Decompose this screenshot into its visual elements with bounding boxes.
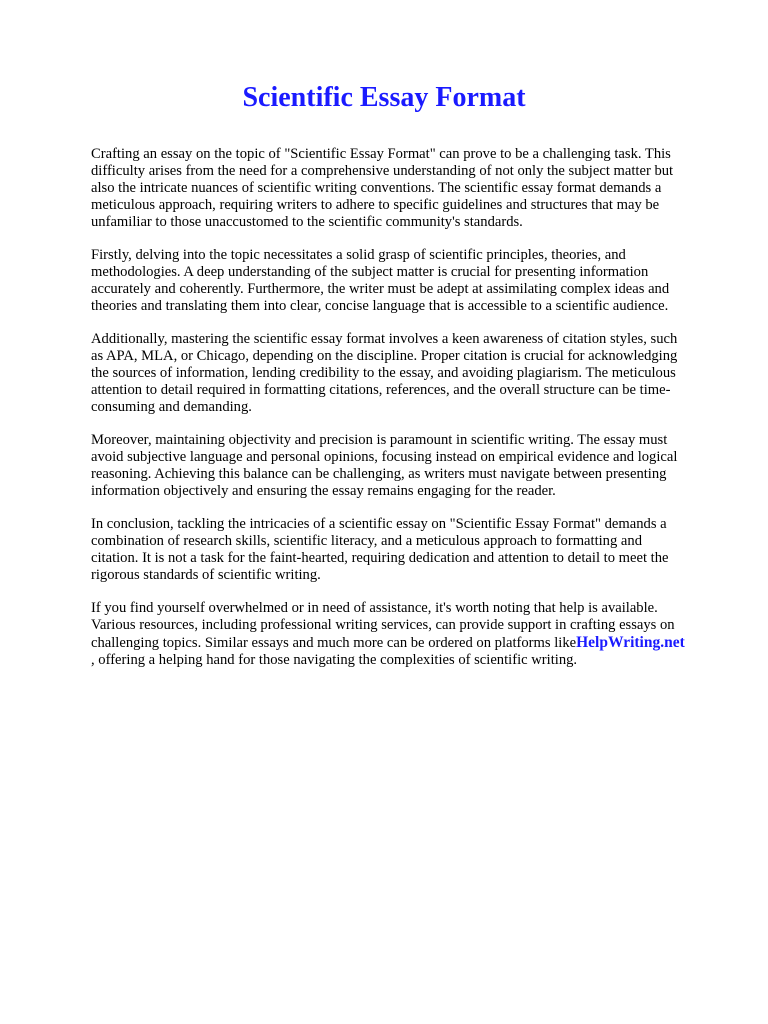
paragraph-5: In conclusion, tackling the intricacies of a scientific essay on "Scientific Essay Format" demands a combination of research skills, scientific literacy, and a meticulous approach to formatting and citation. It is not a task for the faint-hearted, requiring dedication and attention to detail to meet the rigorous standards of scientific writing. <box>91 516 669 583</box>
paragraph-6-text-after-link: , offering a helping hand for those navigating the complexities of scientific writing. <box>91 652 578 668</box>
paragraph-1: Crafting an essay on the topic of "Scientific Essay Format" can prove to be a challenging task. This difficulty arises from the need for a comprehensive understanding of not only the subject matter but also the intricate nuances of scientific writing conventions. The scientific essay format demands a meticulous approach, requiring writers to adhere to specific guidelines and structures that may be unfamiliar to those unaccustomed to the scientific community's standards. <box>91 146 674 230</box>
essay-body <box>91 146 731 685</box>
paragraph-6 <box>91 600 731 669</box>
paragraph-6-text-before-link: If you find yourself overwhelmed or in need of assistance, it's worth noting that help is available. Various resources, including professional writing services, can provide support in crafting essays on challenging topics. Similar essays and much more can be ordered on platforms like <box>91 600 675 651</box>
page-title: Scientific Essay Format <box>242 82 526 113</box>
paragraph-4: Moreover, maintaining objectivity and precision is paramount in scientific writing. The essay must avoid subjective language and personal opinions, focusing instead on empirical evidence and logical reasoning. Achieving this balance can be challenging, as writers must navigate between presenting information objectively and ensuring the essay remains engaging for the reader. <box>91 432 678 499</box>
paragraph-3: Additionally, mastering the scientific essay format involves a keen awareness of citation styles, such as APA, MLA, or Chicago, depending on the discipline. Proper citation is crucial for acknowledging the sources of information, lending credibility to the essay, and avoiding plagiarism. The meticulous attention to detail required in formatting citations, references, and the overall structure can be time- consuming and demanding. <box>91 331 678 415</box>
helpwriting-link[interactable]: HelpWriting.net <box>576 634 685 651</box>
paragraph-2: Firstly, delving into the topic necessitates a solid grasp of scientific principles, theories, and methodologies. A deep understanding of the subject matter is crucial for presenting information accurately and coherently. Furthermore, the writer must be adept at assimilating complex ideas and theories and translating them into clear, concise language that is accessible to a scientific audience. <box>91 247 670 314</box>
